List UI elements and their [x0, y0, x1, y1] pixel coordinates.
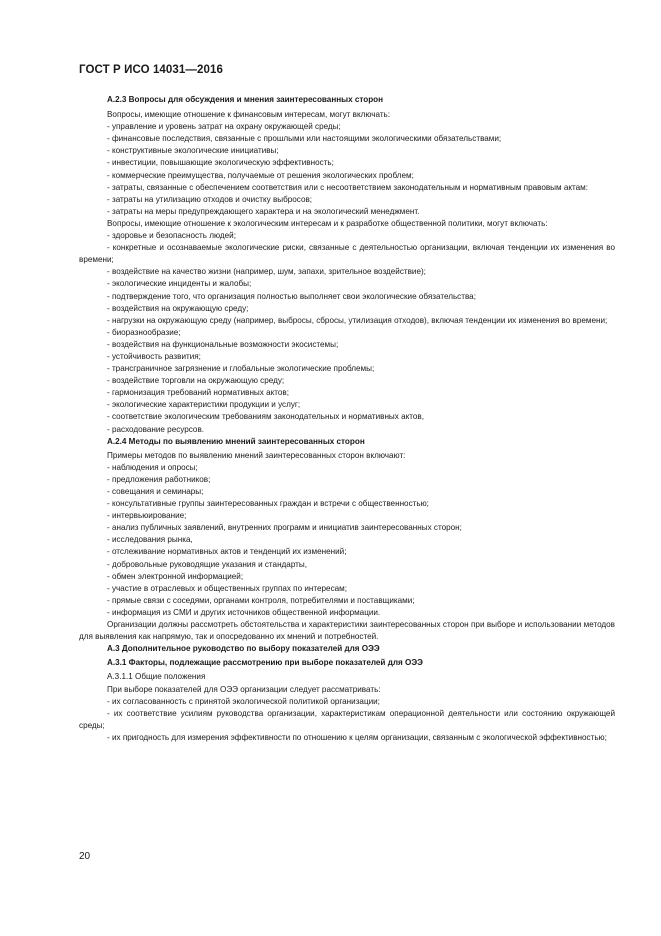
- list-item: - воздействия на окружающую среду;: [107, 303, 249, 313]
- section-heading: А.2.3 Вопросы для обсуждения и мнения заинтересованных сторон: [107, 95, 384, 104]
- list-item: - коммерческие преимущества, получаемые от решения экологических проблем;: [107, 170, 414, 180]
- list-item: - консультативные группы заинтересованных граждан и встречи с общественностью;: [107, 499, 429, 509]
- page-header: ГОСТ Р ИСО 14031—2016: [79, 64, 224, 76]
- list-item: - гармонизация требований нормативных актов;: [107, 388, 289, 398]
- paragraph: Примеры методов по выявлению мнений заинтересованных сторон включают:: [107, 450, 406, 460]
- list-item: - конструктивные экологические инициативы;: [107, 146, 279, 156]
- list-item: - соответствие экологическим требованиям законодательных и нормативных актов,: [107, 412, 424, 422]
- list-item: - отслеживание нормативных актов и тенденций их изменений;: [107, 547, 347, 557]
- list-item: - подтверждение того, что организация полностью выполняет свои экологические обязательства;: [107, 291, 476, 301]
- list-item: - финансовые последствия, связанные с прошлыми или настоящими экологическими обязательствами;: [107, 134, 502, 144]
- page-number: 20: [79, 851, 91, 862]
- list-item: - затраты на меры предупреждающего характера и на экологический менеджмент.: [107, 206, 420, 216]
- list-item: - воздействие на качество жизни (например, шум, запахи, зрительное воздействие);: [107, 267, 426, 277]
- paragraph: Вопросы, имеющие отношение к экологическим интересам и к разработке общественной политики, могут включать:: [107, 218, 548, 228]
- list-item: - затраты, связанные с обеспечением соответствия или с несоответствием законодательным и нормативным правовым актам:: [107, 182, 589, 192]
- list-item: - исследования рынка,: [107, 535, 193, 545]
- list-item: - добровольные руководящие указания и стандарты,: [107, 559, 307, 569]
- clause-heading: А.3.1.1 Общие положения: [107, 672, 206, 682]
- list-item: - воздействие торговли на окружающую среду;: [107, 376, 285, 386]
- list-item: - затраты на утилизацию отходов и очистку выбросов;: [107, 194, 313, 204]
- list-item: - инвестиции, повышающие экологическую эффективность;: [107, 158, 334, 168]
- list-item: - их пригодность для измерения эффективности по отношению к целям организации, связанным с экологической эффективностью;: [107, 732, 607, 742]
- list-item: - здоровье и безопасность людей;: [107, 231, 236, 241]
- list-item: - трансграничное загрязнение и глобальные экологические проблемы;: [107, 364, 375, 374]
- paragraph: При выборе показателей для ОЭЭ организации следует рассматривать:: [107, 684, 381, 694]
- section-heading: А.3 Дополнительное руководство по выбору показателей для ОЭЭ: [107, 644, 380, 654]
- list-item: - воздействия на функциональные возможности экосистемы;: [107, 339, 339, 349]
- paragraph: Организации должны рассмотреть обстоятельства и характеристики заинтересованных сторон при выборе и использовании методов для выявления как напрямую, так и опосредованно их мнений и потребностей.: [79, 620, 615, 642]
- list-item: - экологические инциденты и жалобы;: [107, 279, 252, 289]
- list-item: - предложения работников;: [107, 474, 211, 484]
- document-body: [79, 94, 615, 744]
- list-item: - их согласованность с принятой экологической политикой организации;: [107, 696, 380, 706]
- list-item: - анализ публичных заявлений, внутренних программ и инициатив заинтересованных сторон;: [107, 523, 462, 533]
- list-item: - наблюдения и опросы;: [107, 462, 198, 472]
- list-item: - управление и уровень затрат на охрану окружающей среды;: [107, 122, 341, 132]
- subsection-heading: А.3.1 Факторы, подлежащие рассмотрению при выборе показателей для ОЭЭ: [107, 658, 423, 668]
- list-item: - экологические характеристики продукции и услуг;: [107, 400, 301, 410]
- list-item: - совещания и семинары;: [107, 487, 204, 496]
- list-item: - расходование ресурсов.: [107, 424, 205, 434]
- list-item: - конкретные и осознаваемые экологические риски, связанные с деятельностью организации, включая тенденции их изменения во времени;: [79, 243, 615, 265]
- list-item: - информация из СМИ и других источников общественной информации.: [107, 607, 381, 617]
- paragraph: Вопросы, имеющие отношение к финансовым интересам, могут включать:: [107, 110, 391, 120]
- list-item: - биоразнообразие;: [107, 327, 181, 337]
- list-item: - обмен электронной информацией;: [107, 571, 244, 581]
- list-item: - устойчивость развития;: [107, 351, 201, 361]
- list-item: - прямые связи с соседями, органами контроля, потребителями и поставщиками;: [107, 595, 415, 605]
- list-item: - участие в отраслевых и общественных группах по интересам;: [107, 583, 347, 593]
- section-heading: А.2.4 Методы по выявлению мнений заинтересованных сторон: [107, 436, 365, 446]
- list-item: - их соответствие усилиям руководства организации, характеристикам операционной деятельности или состоянию окружающей среды;: [79, 708, 615, 730]
- list-item: - нагрузки на окружающую среду (например, выбросы, сбросы, утилизация отходов), включая тенденции их изменения во времени;: [107, 315, 608, 325]
- list-item: - интервьюирование;: [107, 511, 187, 521]
